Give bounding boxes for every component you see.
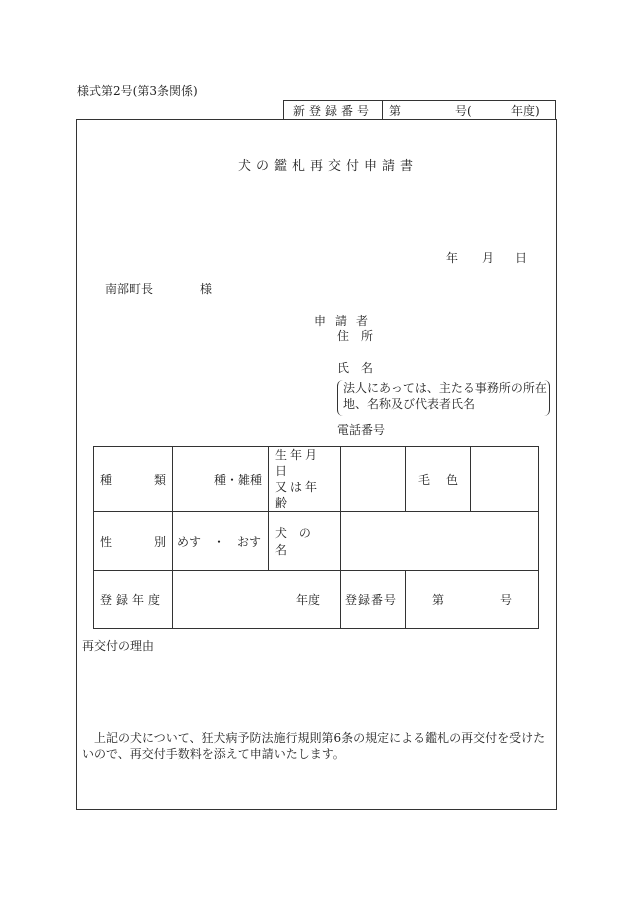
birth-age-field[interactable] [341,447,406,512]
registration-year-field[interactable]: 年度 [173,571,341,629]
registration-number-label: 新登録番号 [284,101,383,119]
table-row [94,571,539,629]
address-field[interactable]: 住所 [337,329,386,343]
table-row [94,447,539,512]
breed-label: 種 類 [94,447,173,512]
reg-no-suffix: 号 [499,593,512,607]
reg-no-prefix: 第 [432,593,445,607]
date-month-label[interactable]: 月 [482,251,495,265]
corporation-note [337,380,550,416]
dog-info-table [93,446,539,629]
breed-field[interactable]: 種・雑種 [173,447,269,512]
registration-number-suffix: 号( [455,103,472,118]
table-row [94,512,539,571]
applicant-label: 申請者 [314,314,378,328]
phone-field[interactable]: 電話番号 [337,423,386,437]
date-day-label[interactable]: 日 [515,251,528,265]
corporation-note-line2: 地、名称及び代表者氏名 [343,397,476,411]
dog-name-field[interactable] [341,512,539,571]
birth-label-line1: 生年月日 [275,448,321,478]
document-title: 犬の鑑札再交付申請書 [238,159,419,174]
registration-number-cell-label: 登録番号 [341,571,406,629]
form-number-label: 様式第2号(第3条関係) [77,84,198,98]
registration-number-box [283,100,556,120]
sex-field[interactable]: めす ・ おす [173,512,269,571]
registration-number-field[interactable] [383,101,555,119]
registration-prefix: 第 [389,103,402,118]
name-field[interactable]: 氏名 [337,361,386,375]
birth-label-line2: 又は年齢 [275,480,321,510]
registration-year-label: 登録年度 [94,571,173,629]
addressee-name: 南部町長 [105,282,154,296]
application-statement: 上記の犬について、狂犬病予防法施行規則第6条の規定による鑑札の再交付を受けたいので、再交付手数料を添えて申請いたします。 [82,731,546,761]
coat-color-label: 毛 色 [406,447,471,512]
registration-year-suffix: 年度) [511,103,540,118]
sex-label: 性 別 [94,512,173,571]
corporation-note-line1: 法人にあっては、主たる事務所の所在 [343,381,547,395]
reason-label: 再交付の理由 [82,639,155,653]
coat-color-field[interactable] [471,447,539,512]
birth-age-label [269,447,341,512]
date-year-label[interactable]: 年 [446,251,459,265]
registration-number-cell-field[interactable] [406,571,539,629]
addressee-honorific: 様 [200,282,213,296]
dog-name-label: 犬 の 名 [269,512,341,571]
